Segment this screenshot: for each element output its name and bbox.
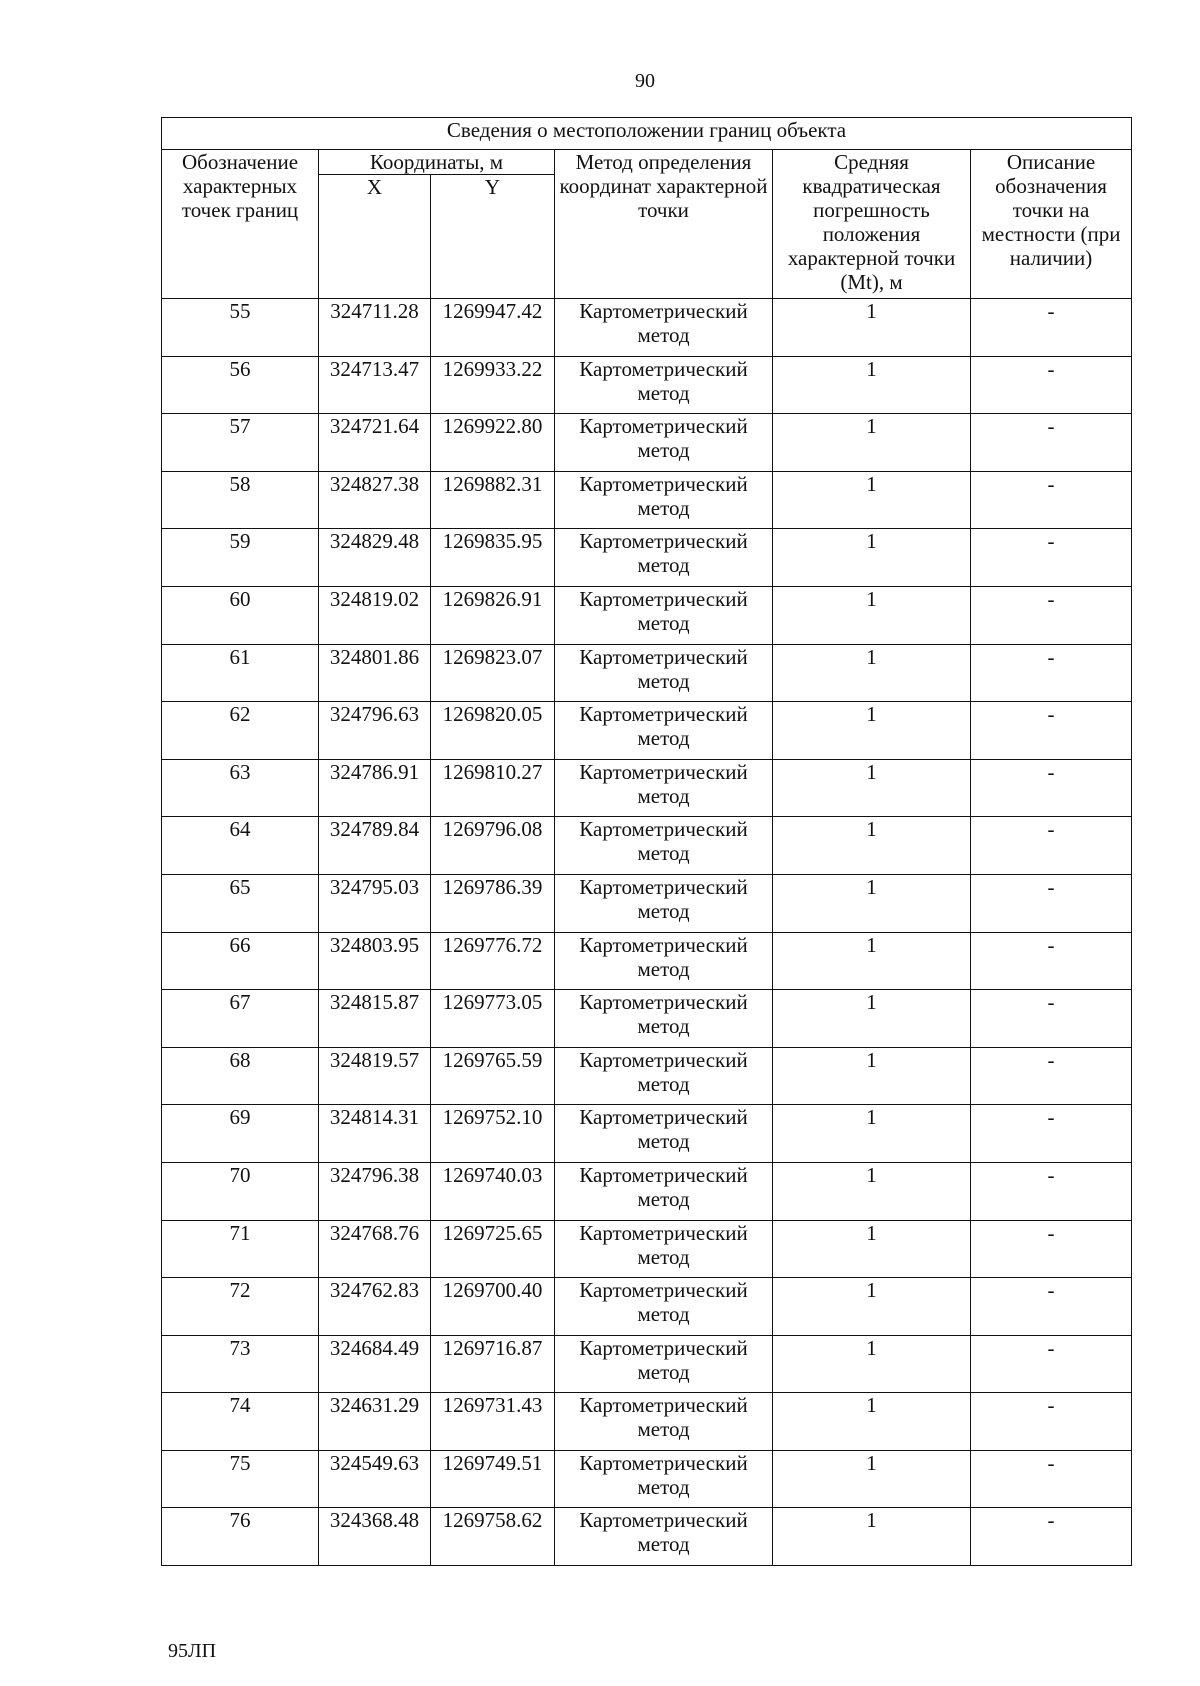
table-row [162,817,1132,875]
description-cell: - [971,529,1132,587]
error-cell: 1 [773,1220,971,1278]
table-row [162,702,1132,760]
error-cell: 1 [773,932,971,990]
table-row [162,1335,1132,1393]
table-row [162,529,1132,587]
footer-code: 95ЛП [168,1640,217,1662]
method-cell: Картометрический метод [555,1450,773,1508]
error-cell: 1 [773,1393,971,1451]
point-cell: 56 [162,356,319,414]
table-row [162,1278,1132,1336]
table-caption: Сведения о местоположении границ объекта [162,118,1132,150]
error-cell: 1 [773,817,971,875]
table-row [162,932,1132,990]
error-cell: 1 [773,1105,971,1163]
description-cell: - [971,817,1132,875]
table-row [162,1450,1132,1508]
table-row [162,471,1132,529]
table-row [162,414,1132,472]
description-cell: - [971,1393,1132,1451]
point-cell: 75 [162,1450,319,1508]
y-coordinate-cell: 1269823.07 [431,644,555,702]
point-cell: 76 [162,1508,319,1566]
y-coordinate-cell: 1269810.27 [431,759,555,817]
table-row [162,1047,1132,1105]
point-cell: 58 [162,471,319,529]
point-cell: 70 [162,1162,319,1220]
table-row [162,874,1132,932]
description-cell: - [971,1047,1132,1105]
y-coordinate-cell: 1269776.72 [431,932,555,990]
error-cell: 1 [773,644,971,702]
method-cell: Картометрический метод [555,817,773,875]
method-cell: Картометрический метод [555,529,773,587]
error-cell: 1 [773,1508,971,1566]
method-cell: Картометрический метод [555,586,773,644]
error-cell: 1 [773,1335,971,1393]
table-row [162,1393,1132,1451]
table-row [162,1162,1132,1220]
x-coordinate-cell: 324768.76 [319,1220,431,1278]
description-cell: - [971,874,1132,932]
table-row [162,356,1132,414]
y-coordinate-cell: 1269700.40 [431,1278,555,1336]
point-cell: 65 [162,874,319,932]
y-coordinate-cell: 1269731.43 [431,1393,555,1451]
method-cell: Картометрический метод [555,759,773,817]
method-cell: Картометрический метод [555,414,773,472]
description-cell: - [971,702,1132,760]
x-coordinate-cell: 324762.83 [319,1278,431,1336]
boundary-coordinates-table [161,117,1132,1566]
x-coordinate-cell: 324803.95 [319,932,431,990]
point-cell: 74 [162,1393,319,1451]
point-cell: 62 [162,702,319,760]
error-cell: 1 [773,1162,971,1220]
method-cell: Картометрический метод [555,644,773,702]
point-cell: 69 [162,1105,319,1163]
x-coordinate-cell: 324819.57 [319,1047,431,1105]
y-coordinate-cell: 1269933.22 [431,356,555,414]
description-cell: - [971,471,1132,529]
point-cell: 66 [162,932,319,990]
description-cell: - [971,1450,1132,1508]
y-coordinate-cell: 1269882.31 [431,471,555,529]
error-cell: 1 [773,759,971,817]
method-cell: Картометрический метод [555,1162,773,1220]
x-coordinate-cell: 324815.87 [319,990,431,1048]
header-point: Обозначение характерных точек границ [162,150,319,299]
table-row [162,759,1132,817]
y-coordinate-cell: 1269773.05 [431,990,555,1048]
description-cell: - [971,1278,1132,1336]
error-cell: 1 [773,1450,971,1508]
method-cell: Картометрический метод [555,1047,773,1105]
point-cell: 72 [162,1278,319,1336]
x-coordinate-cell: 324796.38 [319,1162,431,1220]
header-x: X [319,175,431,299]
table-row [162,1105,1132,1163]
point-cell: 71 [162,1220,319,1278]
method-cell: Картометрический метод [555,990,773,1048]
x-coordinate-cell: 324819.02 [319,586,431,644]
description-cell: - [971,990,1132,1048]
header-method: Метод определения координат характерной точки [555,150,773,299]
point-cell: 59 [162,529,319,587]
point-cell: 73 [162,1335,319,1393]
method-cell: Картометрический метод [555,1335,773,1393]
error-cell: 1 [773,299,971,357]
y-coordinate-cell: 1269835.95 [431,529,555,587]
header-coordinates: Координаты, м [319,150,555,175]
method-cell: Картометрический метод [555,1393,773,1451]
x-coordinate-cell: 324789.84 [319,817,431,875]
y-coordinate-cell: 1269786.39 [431,874,555,932]
description-cell: - [971,644,1132,702]
y-coordinate-cell: 1269947.42 [431,299,555,357]
error-cell: 1 [773,1278,971,1336]
method-cell: Картометрический метод [555,356,773,414]
error-cell: 1 [773,414,971,472]
method-cell: Картометрический метод [555,932,773,990]
point-cell: 68 [162,1047,319,1105]
y-coordinate-cell: 1269758.62 [431,1508,555,1566]
point-cell: 64 [162,817,319,875]
y-coordinate-cell: 1269725.65 [431,1220,555,1278]
description-cell: - [971,586,1132,644]
table-body [162,299,1132,1566]
point-cell: 61 [162,644,319,702]
description-cell: - [971,1508,1132,1566]
y-coordinate-cell: 1269765.59 [431,1047,555,1105]
description-cell: - [971,1162,1132,1220]
error-cell: 1 [773,356,971,414]
table-row [162,1220,1132,1278]
y-coordinate-cell: 1269749.51 [431,1450,555,1508]
y-coordinate-cell: 1269922.80 [431,414,555,472]
description-cell: - [971,932,1132,990]
table-row [162,586,1132,644]
header-error: Средняя квадратическая погрешность положения характерной точки (Mt), м [773,150,971,299]
x-coordinate-cell: 324713.47 [319,356,431,414]
table-row [162,299,1132,357]
page-number: 90 [635,70,655,92]
description-cell: - [971,1220,1132,1278]
header-description: Описание обозначения точки на местности (при наличии) [971,150,1132,299]
x-coordinate-cell: 324368.48 [319,1508,431,1566]
error-cell: 1 [773,586,971,644]
description-cell: - [971,299,1132,357]
x-coordinate-cell: 324549.63 [319,1450,431,1508]
point-cell: 55 [162,299,319,357]
method-cell: Картометрический метод [555,1105,773,1163]
table-row [162,1508,1132,1566]
x-coordinate-cell: 324721.64 [319,414,431,472]
x-coordinate-cell: 324631.29 [319,1393,431,1451]
y-coordinate-cell: 1269740.03 [431,1162,555,1220]
x-coordinate-cell: 324711.28 [319,299,431,357]
point-cell: 60 [162,586,319,644]
point-cell: 57 [162,414,319,472]
description-cell: - [971,356,1132,414]
x-coordinate-cell: 324801.86 [319,644,431,702]
point-cell: 63 [162,759,319,817]
table-row [162,644,1132,702]
error-cell: 1 [773,1047,971,1105]
method-cell: Картометрический метод [555,1508,773,1566]
x-coordinate-cell: 324814.31 [319,1105,431,1163]
error-cell: 1 [773,990,971,1048]
description-cell: - [971,1335,1132,1393]
method-cell: Картометрический метод [555,702,773,760]
point-cell: 67 [162,990,319,1048]
description-cell: - [971,1105,1132,1163]
error-cell: 1 [773,529,971,587]
table-row [162,990,1132,1048]
y-coordinate-cell: 1269752.10 [431,1105,555,1163]
method-cell: Картометрический метод [555,1220,773,1278]
y-coordinate-cell: 1269716.87 [431,1335,555,1393]
error-cell: 1 [773,471,971,529]
method-cell: Картометрический метод [555,299,773,357]
x-coordinate-cell: 324684.49 [319,1335,431,1393]
x-coordinate-cell: 324786.91 [319,759,431,817]
error-cell: 1 [773,874,971,932]
x-coordinate-cell: 324795.03 [319,874,431,932]
method-cell: Картометрический метод [555,1278,773,1336]
y-coordinate-cell: 1269826.91 [431,586,555,644]
method-cell: Картометрический метод [555,874,773,932]
error-cell: 1 [773,702,971,760]
x-coordinate-cell: 324827.38 [319,471,431,529]
y-coordinate-cell: 1269796.08 [431,817,555,875]
description-cell: - [971,759,1132,817]
x-coordinate-cell: 324796.63 [319,702,431,760]
x-coordinate-cell: 324829.48 [319,529,431,587]
method-cell: Картометрический метод [555,471,773,529]
description-cell: - [971,414,1132,472]
header-y: Y [431,175,555,299]
y-coordinate-cell: 1269820.05 [431,702,555,760]
